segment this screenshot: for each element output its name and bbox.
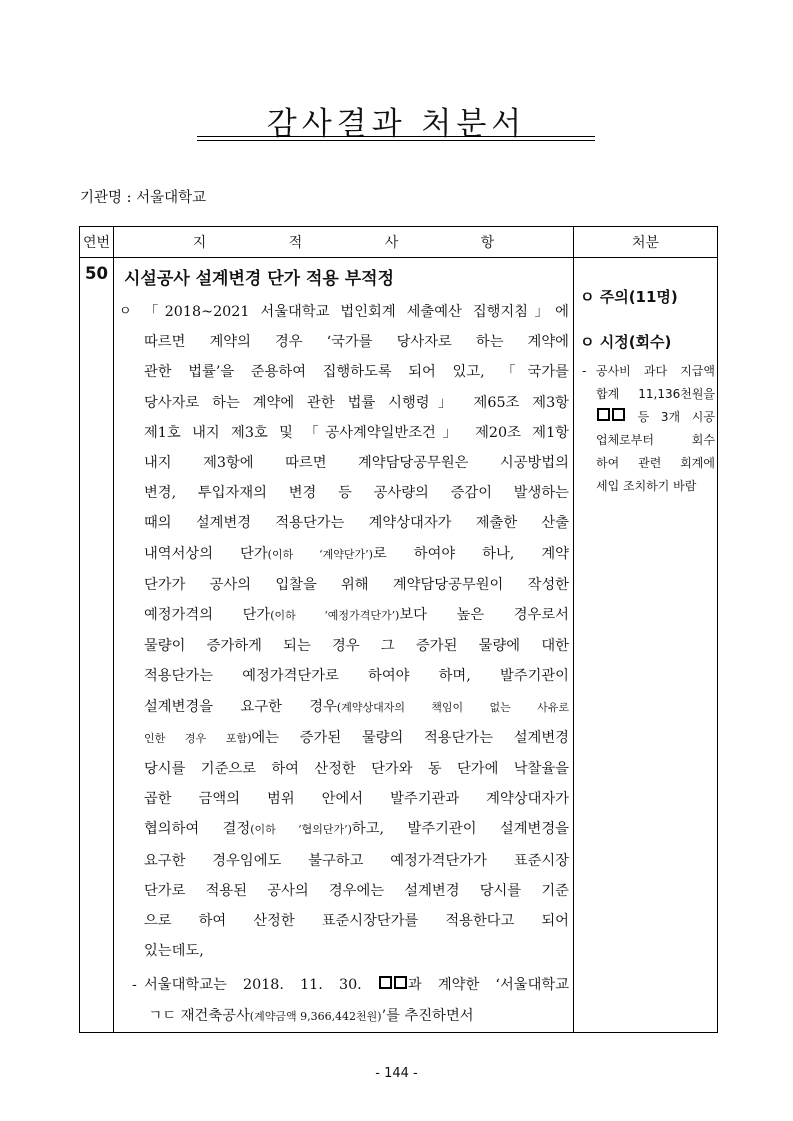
paragraph-line: 요구한 경우임에도 불구하고 예정가격단가가 표준시장 bbox=[144, 852, 569, 869]
action-line: 등 3개 시공 bbox=[596, 406, 715, 429]
paragraph-line: 설계변경을 요구한 경우(계약상대자의 책임이 없는 사유로 bbox=[144, 698, 570, 715]
paragraph-line: 적용단가는 예정가격단가로 하여야 하며, 발주기관이 bbox=[144, 668, 569, 685]
row-number: 50 bbox=[80, 258, 114, 1033]
action-line: 공사비 과다 지급액 bbox=[596, 364, 715, 378]
paragraph-line: 단가로 적용된 공사의 경우에는 설계변경 당시를 기준 bbox=[144, 882, 569, 899]
title-underline-top bbox=[197, 136, 595, 137]
dash-marker: - bbox=[582, 364, 587, 378]
header-findings: 지 적 사 항 bbox=[114, 227, 574, 258]
paragraph-line: 관한 법률’을 준용하여 집행하도록 되어 있고, 「국가를 bbox=[144, 364, 569, 381]
paragraph-line: 있는데도, bbox=[144, 943, 204, 960]
header-action: 처분 bbox=[574, 227, 718, 258]
redacted-mark-icon bbox=[379, 976, 392, 989]
page-number: - 144 - bbox=[375, 1066, 418, 1081]
table-row bbox=[80, 258, 718, 1033]
paragraph-line: 예정가격의 단가(이하 ‘예정가격단가’)보다 높은 경우로서 bbox=[144, 607, 569, 624]
paragraph-line: 당사자로 하는 계약에 관한 법률 시행령」 제65조 제3항 bbox=[144, 394, 569, 411]
redacted-mark-icon bbox=[394, 976, 407, 989]
sub-item-line: ㄱㄷ 재건축공사(계약금액 9,366,442천원)’를 추진하면서 bbox=[148, 1007, 474, 1024]
paragraph-line: 제1호 내지 제3호 및 「공사계약일반조건」 제20조 제1항 bbox=[144, 424, 569, 441]
paragraph-line: 때의 설계변경 적용단가는 계약상대자가 제출한 산출 bbox=[144, 515, 569, 532]
action-line: 업체로부터 회수 bbox=[596, 433, 715, 447]
paragraph-line: 물량이 증가하게 되는 경우 그 증가된 물량에 대한 bbox=[144, 638, 569, 655]
action-line: 세입 조치하기 바람 bbox=[596, 479, 697, 493]
paragraph-line: 내지 제3항에 따르면 계약담당공무원은 시공방법의 bbox=[144, 455, 569, 472]
action-caution: ㅇ 주의(11명) bbox=[580, 288, 678, 306]
dash-marker: - bbox=[132, 977, 137, 994]
action-correction: ㅇ 시정(회수) bbox=[580, 333, 672, 351]
finding-title: 시설공사 설계변경 단가 적용 부적정 bbox=[124, 269, 395, 289]
audit-table bbox=[79, 226, 718, 1033]
action-detail bbox=[582, 360, 715, 498]
bullet-marker: ㅇ bbox=[119, 304, 132, 319]
paragraph-line: 내역서상의 단가(이하 ‘계약단가’)로 하여야 하나, 계약 bbox=[144, 545, 569, 562]
finding-paragraph bbox=[144, 297, 569, 966]
paragraph-line: 으로 하여 산정한 표준시장단가를 적용한다고 되어 bbox=[144, 913, 569, 930]
redacted-mark-icon bbox=[612, 408, 625, 421]
title-underline-bottom bbox=[197, 140, 595, 141]
paragraph-line: 따르면 계약의 경우 ‘국가를 당사자로 하는 계약에 bbox=[144, 334, 569, 351]
paragraph-line: 곱한 금액의 범위 안에서 발주기관과 계약상대자가 bbox=[144, 791, 569, 808]
action-cell bbox=[574, 258, 718, 1033]
paragraph-line: 변경, 투입자재의 변경 등 공사량의 증감이 발생하는 bbox=[144, 485, 569, 502]
paragraph-line: 인한 경우 포함)에는 증가된 물량의 적용단가는 설계변경 bbox=[144, 729, 569, 746]
header-no: 연번 bbox=[80, 227, 114, 258]
redacted-mark-icon bbox=[597, 408, 610, 421]
finding-sub-item bbox=[114, 970, 573, 1031]
findings-cell bbox=[114, 258, 574, 1033]
paragraph-line: 당시를 기준으로 하여 산정한 단가와 동 단가에 낙찰율을 bbox=[144, 761, 569, 778]
sub-item-line: 서울대학교는 2018. 11. 30. 과 계약한 ‘서울대학교 bbox=[144, 977, 570, 994]
agency-name: 기관명 : 서울대학교 bbox=[80, 190, 207, 206]
action-line: 합계 11,136천원을 bbox=[596, 387, 715, 401]
document-title: 감사결과 처분서 bbox=[266, 106, 527, 142]
table-header-row bbox=[80, 227, 718, 258]
paragraph-line: 단가가 공사의 입찰을 위해 계약담당공무원이 작성한 bbox=[144, 576, 569, 593]
paragraph-line: 「2018~2021 서울대학교 법인회계 세출예산 집행지침」에 bbox=[144, 304, 569, 320]
finding-body bbox=[114, 297, 573, 1032]
action-line: 하여 관련 회계에 bbox=[596, 456, 715, 470]
paragraph-line: 협의하여 결정(이하 ‘협의단가’)하고, 발주기관이 설계변경을 bbox=[144, 821, 569, 838]
